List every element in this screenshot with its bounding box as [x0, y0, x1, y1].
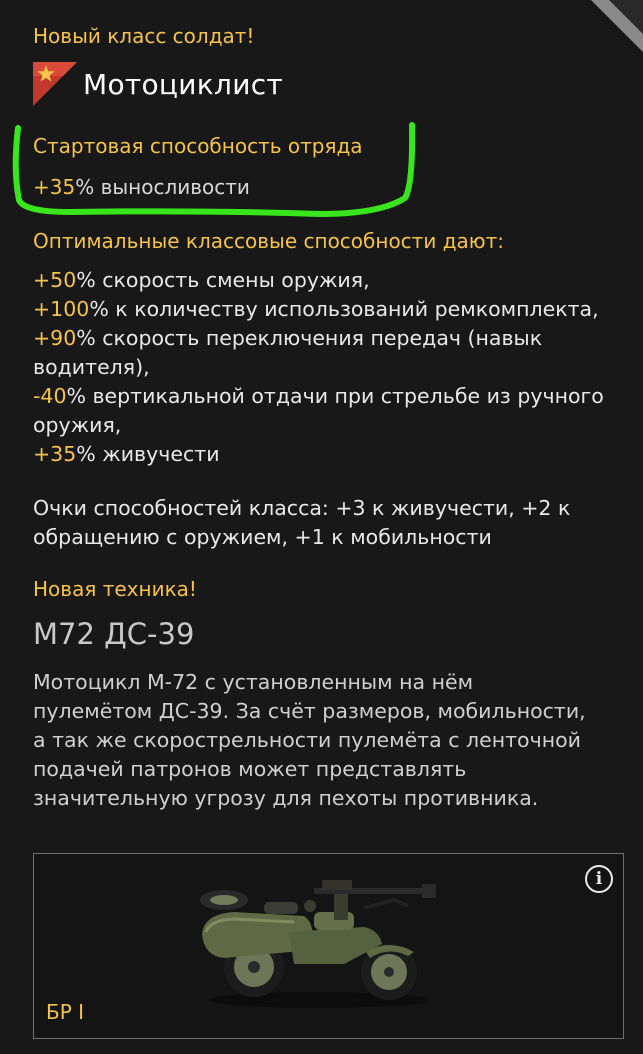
battle-rating-label: БР I	[46, 1000, 85, 1024]
ability-item: +90% скорость переключения передач (навык водителя),	[33, 326, 543, 379]
class-name: Мотоциклист	[83, 67, 283, 101]
vehicle-card[interactable]	[33, 853, 624, 1039]
ability-item: +35% живучести	[33, 442, 220, 466]
vehicle-description: Мотоцикл М-72 с установленным на нём пулемётом ДС-39. За счёт размеров, мобильности, а так же скорострельности пулемёта с ленточной подачей патронов может представлять значительную угрозу для пехоты противника.	[33, 670, 586, 810]
info-icon[interactable]: i	[585, 865, 613, 893]
optimal-abilities-list	[33, 266, 623, 469]
optimal-abilities-title: Оптимальные классовые способности дают:	[33, 229, 504, 253]
start-ability-value: +35% выносливости	[33, 175, 250, 199]
motorcycle-image	[194, 872, 444, 1012]
new-tech-title: Новая техника!	[33, 577, 197, 601]
start-ability-title: Стартовая способность отряда	[33, 134, 363, 158]
ability-item: -40% вертикальной отдачи при стрельбе из ручного оружия,	[33, 384, 604, 437]
new-class-heading: Новый класс солдат!	[33, 24, 255, 48]
ability-item: +100% к количеству использований ремкомплекта,	[33, 297, 599, 321]
ability-item: +50% скорость смены оружия,	[33, 268, 370, 292]
highlight-annotation	[0, 0, 643, 260]
class-points-text: Очки способностей класса: +3 к живучести, +2 к обращению с оружием, +1 к мобильности	[33, 496, 571, 549]
vehicle-name: M72 ДС-39	[33, 617, 195, 651]
